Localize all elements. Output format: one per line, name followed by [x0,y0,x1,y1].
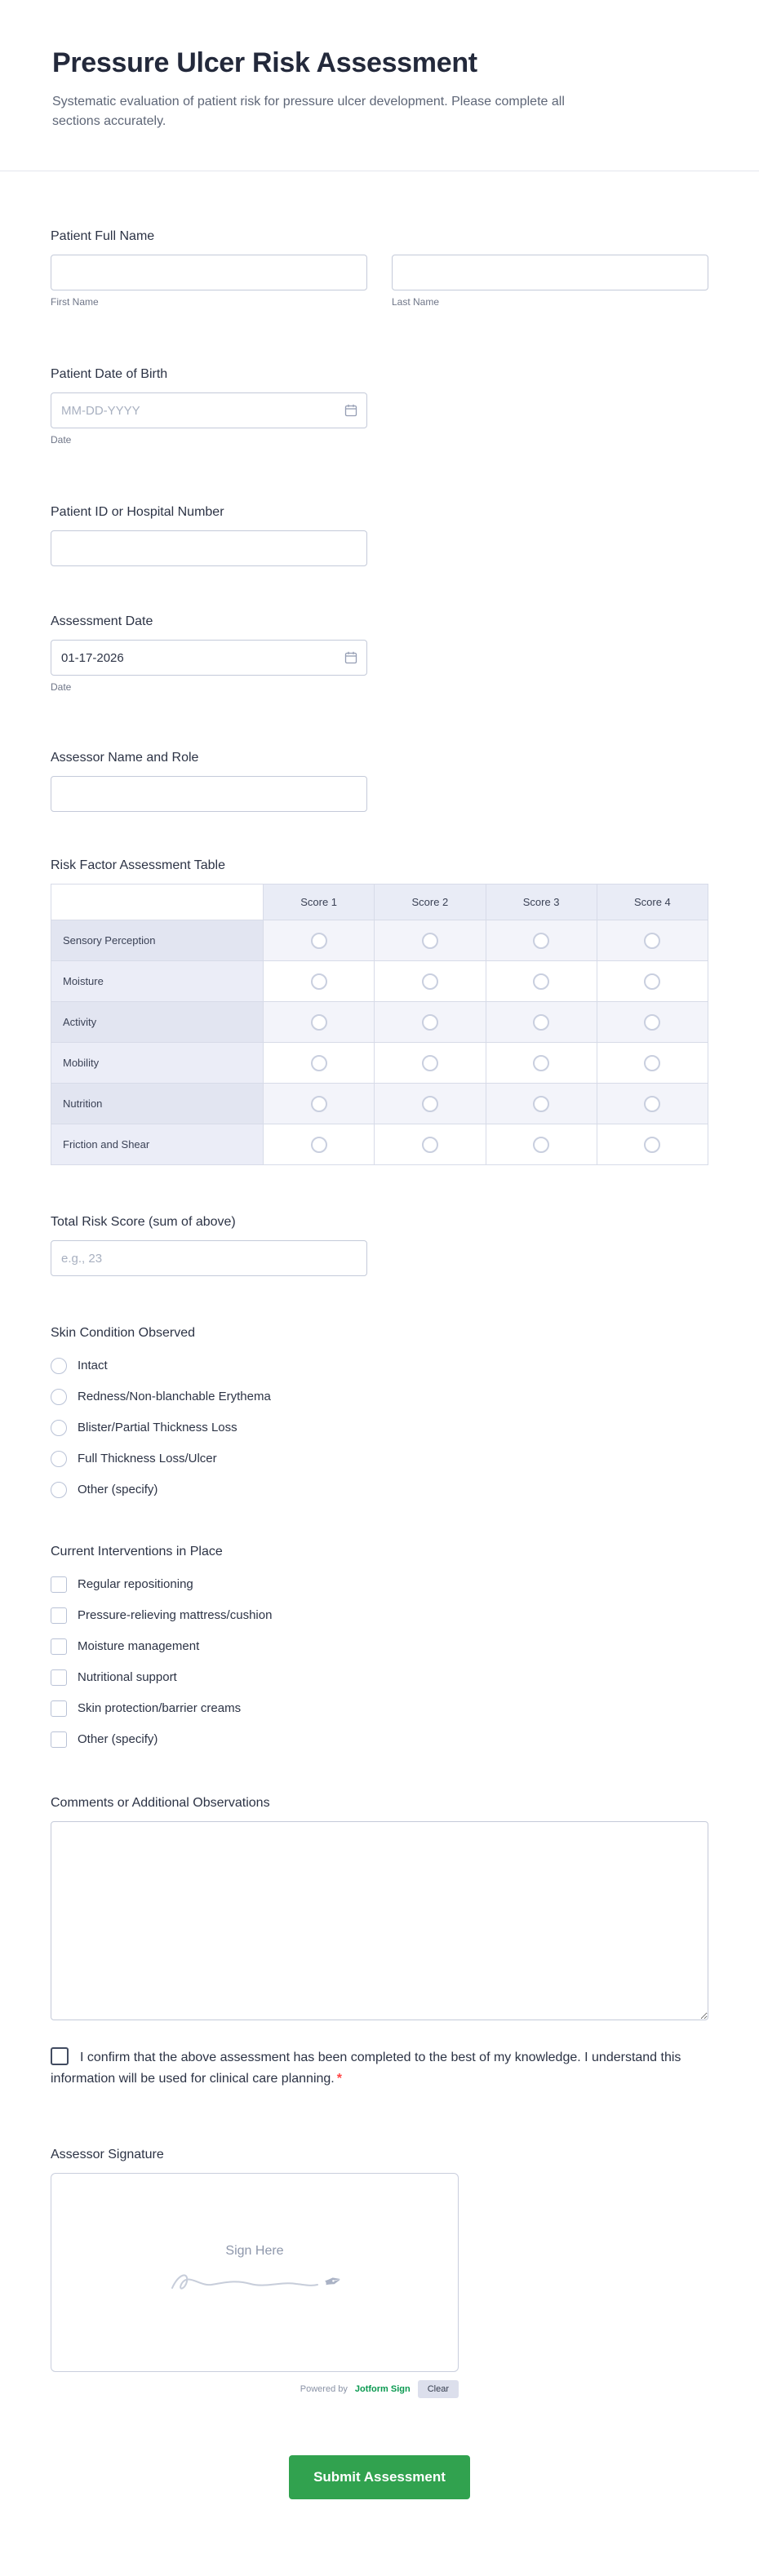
matrix-radio-cell[interactable] [597,1002,708,1043]
matrix-radio-cell[interactable] [597,920,708,961]
question-assessor-name [51,750,708,812]
field-label: Assessment Date [51,614,153,628]
radio-icon[interactable] [51,1482,67,1498]
radio-icon[interactable] [644,933,660,949]
field-label: Risk Factor Assessment Table [51,858,226,872]
radio-icon[interactable] [51,1358,67,1374]
radio-icon[interactable] [311,1137,327,1153]
checkbox-icon[interactable] [51,1638,67,1655]
submit-button[interactable]: Submit Assessment [289,2455,470,2499]
field-label: Total Risk Score (sum of above) [51,1215,236,1229]
radio-icon[interactable] [533,933,549,949]
radio-icon[interactable] [422,1055,438,1071]
radio-icon[interactable] [422,1014,438,1031]
matrix-radio-cell[interactable] [375,920,486,961]
signature-footer [51,2380,459,2398]
matrix-row-label: Moisture [51,961,264,1002]
skin-option-other[interactable] [51,1482,708,1498]
field-label: Assessor Name and Role [51,751,199,765]
matrix-radio-cell[interactable] [264,1084,375,1124]
matrix-col-header: Score 1 [264,885,375,920]
checkbox-icon[interactable] [51,1731,67,1748]
option-label: Intact [78,1359,108,1372]
option-label: Skin protection/barrier creams [78,1701,242,1715]
field-label: Patient Date of Birth [51,367,168,381]
last-name-sublabel: Last Name [392,296,440,308]
field-label: Current Interventions in Place [51,1545,223,1558]
form-body [0,171,759,2562]
radio-icon[interactable] [311,1014,327,1031]
matrix-col-header: Score 2 [375,885,486,920]
radio-icon[interactable] [422,973,438,990]
question-skin-condition [51,1325,708,1498]
checkbox-icon[interactable] [51,1669,67,1686]
assessor-name-input[interactable] [51,776,367,812]
matrix-radio-cell[interactable] [375,1002,486,1043]
option-label: Moisture management [78,1639,200,1653]
matrix-row-label: Friction and Shear [51,1124,264,1165]
option-label: Full Thickness Loss/Ulcer [78,1452,217,1465]
table-row [51,920,708,961]
dob-sublabel: Date [51,434,72,446]
skin-option-blister[interactable] [51,1420,708,1436]
matrix-radio-cell[interactable] [597,1043,708,1084]
question-patient-id [51,504,708,566]
matrix-radio-cell[interactable] [264,961,375,1002]
total-score-input[interactable] [51,1240,367,1276]
form-header [0,0,759,171]
intervention-option-skin-protection[interactable] [51,1700,708,1717]
matrix-radio-cell[interactable] [264,1002,375,1043]
assessment-date-input[interactable] [51,640,367,676]
submit-row [51,2398,708,2562]
radio-icon[interactable] [533,1014,549,1031]
intervention-option-repositioning[interactable] [51,1576,708,1593]
table-row [51,1084,708,1124]
option-label: Other (specify) [78,1483,158,1496]
question-interventions [51,1544,708,1748]
skin-option-redness[interactable] [51,1389,708,1405]
checkbox-icon[interactable] [51,1700,67,1717]
radio-icon[interactable] [533,1055,549,1071]
jotform-sign-brand: Jotform Sign [354,2384,411,2394]
field-label: Patient Full Name [51,229,155,243]
matrix-col-header: Score 3 [486,885,597,920]
matrix-radio-cell[interactable] [597,1124,708,1165]
radio-icon[interactable] [311,933,327,949]
confirmation-statement [51,2047,704,2090]
pen-icon: ✒ [321,2267,345,2296]
question-assessment-date [51,614,708,693]
intervention-option-mattress[interactable] [51,1607,708,1624]
page-subtitle: Systematic evaluation of patient risk for pressure ulcer development. Please complete all sections accurately. [52,95,565,128]
question-total-score [51,1214,708,1276]
matrix-radio-cell[interactable] [597,1084,708,1124]
question-risk-table [51,858,708,1165]
dob-input[interactable] [51,392,367,428]
signature-squiggle-icon [167,2262,322,2301]
comments-textarea[interactable] [51,1821,708,2020]
question-comments [51,1795,708,2024]
last-name-input[interactable] [392,255,708,290]
option-label: Blister/Partial Thickness Loss [78,1421,237,1434]
matrix-row-label: Mobility [51,1043,264,1084]
skin-option-full-thickness[interactable] [51,1451,708,1467]
question-confirmation [51,2047,708,2090]
radio-icon[interactable] [644,1096,660,1112]
powered-by-text: Powered by [300,2384,348,2394]
skin-option-intact[interactable] [51,1358,708,1374]
matrix-radio-cell[interactable] [264,920,375,961]
table-row [51,1124,708,1165]
matrix-radio-cell[interactable] [264,1124,375,1165]
risk-matrix-table [51,884,708,1165]
radio-icon[interactable] [644,973,660,990]
matrix-row-label: Sensory Perception [51,920,264,961]
option-label: Regular repositioning [78,1577,193,1591]
question-patient-full-name [51,228,708,308]
option-label: Other (specify) [78,1732,158,1746]
matrix-radio-cell[interactable] [264,1043,375,1084]
radio-icon[interactable] [644,1014,660,1031]
matrix-radio-cell[interactable] [486,1084,597,1124]
radio-icon[interactable] [533,973,549,990]
calendar-icon[interactable] [344,403,358,418]
matrix-radio-cell[interactable] [375,1084,486,1124]
matrix-radio-cell[interactable] [486,961,597,1002]
matrix-radio-cell[interactable] [375,1124,486,1165]
matrix-radio-cell[interactable] [486,1043,597,1084]
radio-icon[interactable] [311,1055,327,1071]
matrix-radio-cell[interactable] [486,920,597,961]
radio-icon[interactable] [644,1137,660,1153]
matrix-radio-cell[interactable] [486,1002,597,1043]
table-row [51,1043,708,1084]
page-title: Pressure Ulcer Risk Assessment [52,47,477,78]
radio-icon[interactable] [311,1096,327,1112]
required-asterisk: * [336,2072,342,2086]
option-label: Pressure-relieving mattress/cushion [78,1608,273,1622]
radio-icon[interactable] [51,1451,67,1467]
question-date-of-birth [51,366,708,446]
radio-icon[interactable] [51,1389,67,1405]
question-signature [51,2147,708,2398]
intervention-option-moisture[interactable] [51,1638,708,1655]
signature-placeholder [167,2262,345,2301]
intervention-option-other[interactable] [51,1731,708,1748]
option-label: Redness/Non-blanchable Erythema [78,1390,271,1403]
matrix-radio-cell[interactable] [597,961,708,1002]
field-label: Skin Condition Observed [51,1326,195,1340]
radio-icon[interactable] [422,1096,438,1112]
assessment-date-sublabel: Date [51,681,72,693]
first-name-input[interactable] [51,255,367,290]
patient-id-input[interactable] [51,530,367,566]
radio-icon[interactable] [422,933,438,949]
confirmation-text: I confirm that the above assessment has been completed to the best of my knowledge. I understand this information will be used for clinical care planning. [51,2051,681,2086]
radio-icon[interactable] [311,973,327,990]
confirm-checkbox[interactable] [51,2047,69,2065]
field-label: Comments or Additional Observations [51,1796,270,1810]
matrix-radio-cell[interactable] [375,961,486,1002]
sign-here-text: Sign Here [225,2244,284,2258]
clear-signature-button[interactable]: Clear [418,2380,459,2398]
radio-icon[interactable] [422,1137,438,1153]
field-label: Patient ID or Hospital Number [51,505,224,519]
radio-icon[interactable] [644,1055,660,1071]
matrix-col-header: Score 4 [597,885,708,920]
matrix-radio-cell[interactable] [486,1124,597,1165]
radio-icon[interactable] [533,1137,549,1153]
matrix-header-row [51,885,708,920]
table-row [51,1002,708,1043]
intervention-option-nutrition[interactable] [51,1669,708,1686]
checkbox-icon[interactable] [51,1607,67,1624]
calendar-icon[interactable] [344,650,358,665]
matrix-radio-cell[interactable] [375,1043,486,1084]
field-label: Assessor Signature [51,2148,164,2161]
table-row [51,961,708,1002]
signature-pad[interactable] [51,2173,459,2372]
first-name-sublabel: First Name [51,296,99,308]
matrix-row-label: Activity [51,1002,264,1043]
radio-icon[interactable] [51,1420,67,1436]
matrix-row-label: Nutrition [51,1084,264,1124]
option-label: Nutritional support [78,1670,177,1684]
matrix-corner-cell [51,885,264,920]
radio-icon[interactable] [533,1096,549,1112]
checkbox-icon[interactable] [51,1576,67,1593]
